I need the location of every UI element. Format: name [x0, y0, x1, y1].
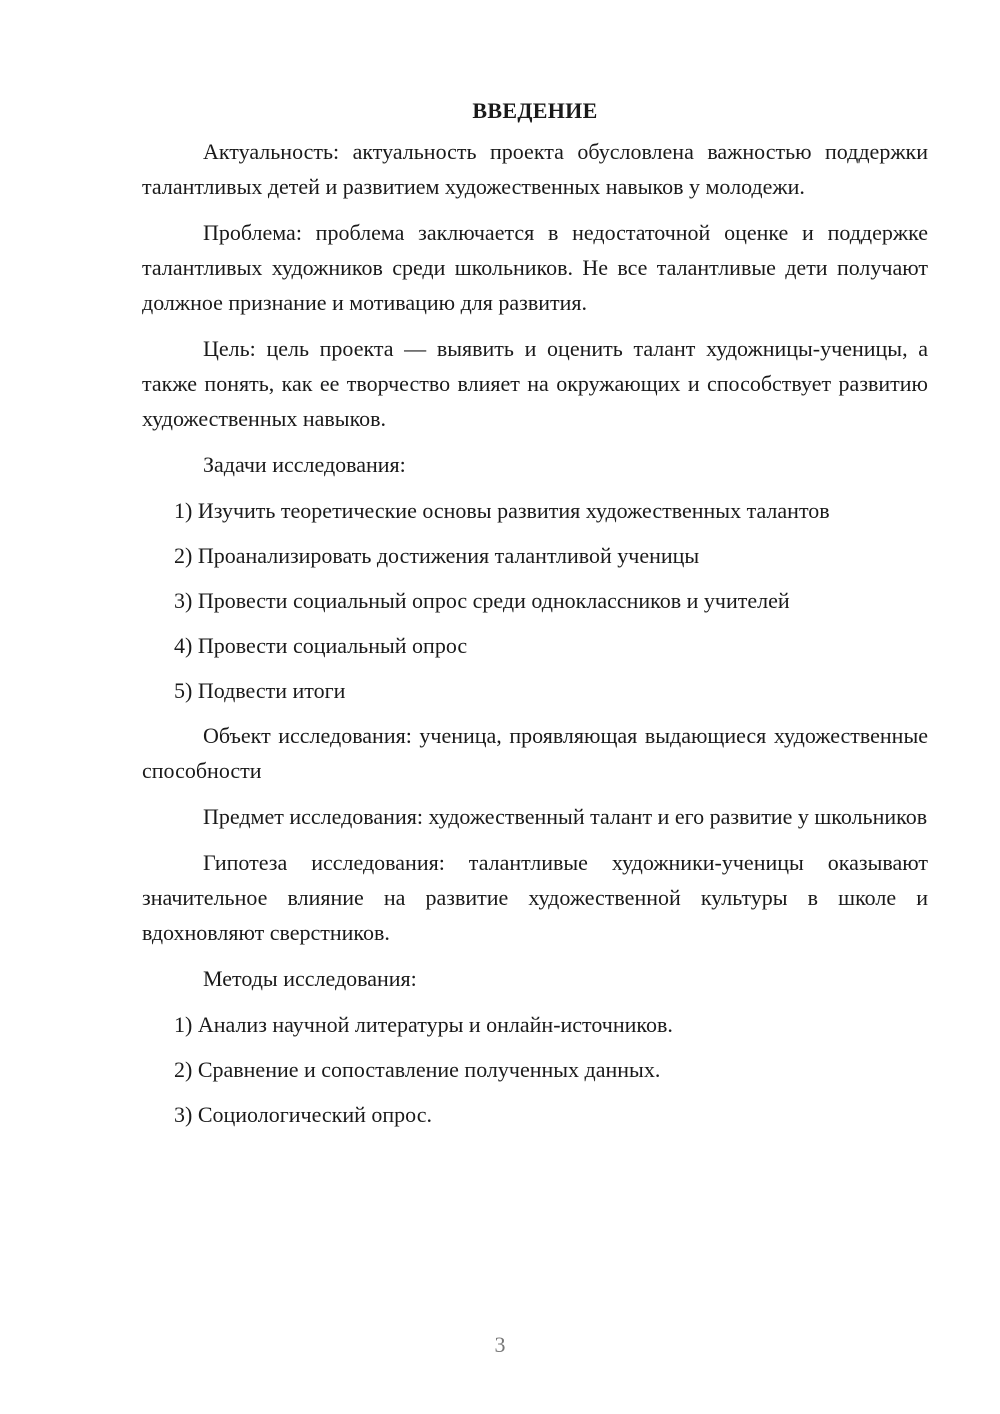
- relevance-paragraph: Актуальность: актуальность проекта обусловлена важностью поддержки талантливых детей и развитием художественных навыков у молодежи.: [142, 139, 928, 199]
- object-paragraph: Объект исследования: ученица, проявляющая выдающиеся художественные способности: [142, 723, 928, 783]
- tasks-title: Задачи исследования:: [203, 452, 406, 477]
- method-item-2: 2) Сравнение и сопоставление полученных данных.: [174, 1057, 661, 1082]
- task-item-1: 1) Изучить теоретические основы развития художественных талантов: [174, 498, 830, 523]
- page-number: 3: [494, 1332, 506, 1357]
- task-item-5: 5) Подвести итоги: [174, 678, 346, 703]
- goal-paragraph: Цель: цель проекта — выявить и оценить талант художницы-ученицы, а также понять, как ее творчество влияет на окружающих и способствует развитию художественных навыков.: [142, 336, 928, 431]
- method-item-1: 1) Анализ научной литературы и онлайн-источников.: [174, 1012, 673, 1037]
- document-page: [142, 96, 928, 1142]
- method-item-3: 3) Социологический опрос.: [174, 1102, 432, 1127]
- hypothesis-paragraph: Гипотеза исследования: талантливые художники-ученицы оказывают значительное влияние на развитие художественной культуры в школе и вдохновляют сверстников.: [142, 850, 928, 945]
- task-item-3: 3) Провести социальный опрос среди одноклассников и учителей: [174, 588, 790, 613]
- problem-paragraph: Проблема: проблема заключается в недостаточной оценке и поддержке талантливых художников среди школьников. Не все талантливые дети получают должное признание и мотивацию для развития.: [142, 220, 928, 315]
- section-heading: ВВЕДЕНИЕ: [472, 98, 598, 123]
- methods-title: Методы исследования:: [203, 966, 417, 991]
- task-item-4: 4) Провести социальный опрос: [174, 633, 468, 658]
- subject-paragraph: Предмет исследования: художественный талант и его развитие у школьников: [203, 804, 928, 829]
- task-item-2: 2) Проанализировать достижения талантливой ученицы: [174, 543, 700, 568]
